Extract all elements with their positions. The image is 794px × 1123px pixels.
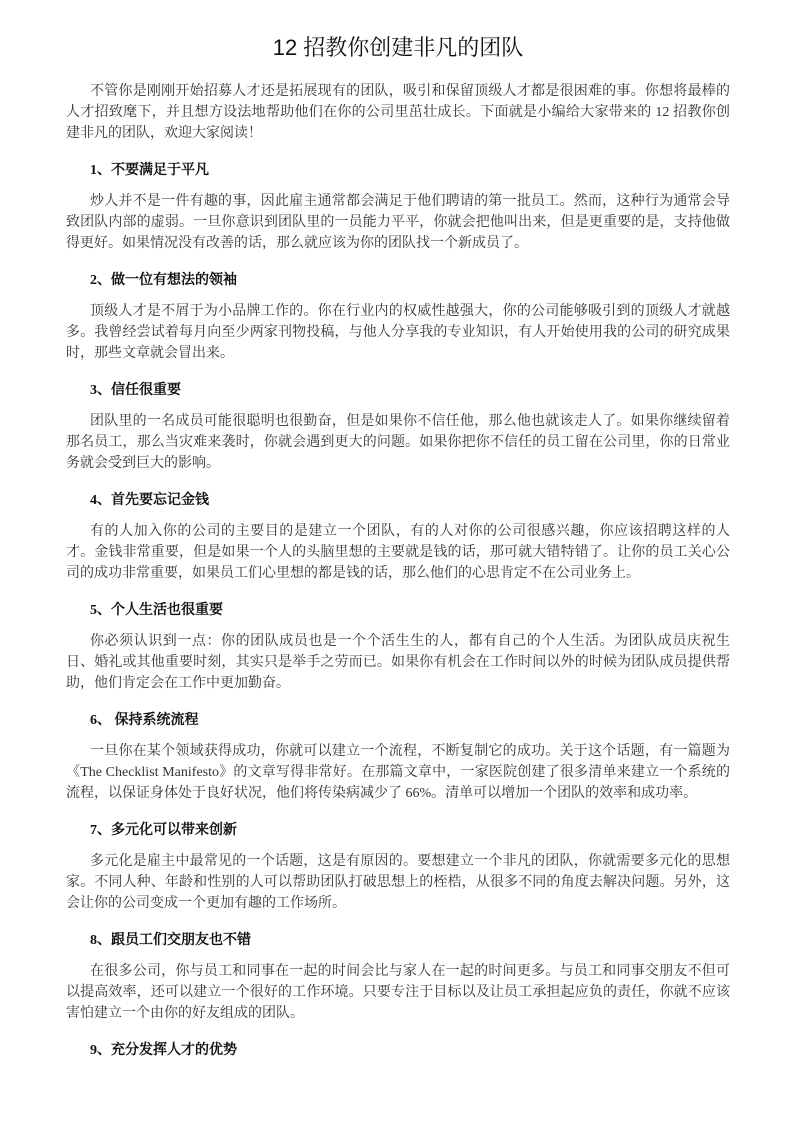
section-1 xyxy=(66,160,730,254)
section-5 xyxy=(66,600,730,694)
section-3-heading: 3、信任很重要 xyxy=(90,383,181,398)
intro-paragraph: 不管你是刚刚开始招募人才还是拓展现有的团队，吸引和保留顶级人才都是很困难的事。你想将最棒的人才招致麾下，并且想方设法地帮助他们在你的公司里茁壮成长。下面就是小编给大家带来的 12 招教你创建非凡的团队，欢迎大家阅读！ xyxy=(66,84,730,141)
section-8 xyxy=(66,930,730,1024)
section-7 xyxy=(66,820,730,914)
section-6 xyxy=(66,710,730,804)
section-1-body: 炒人并不是一件有趣的事，因此雇主通常都会满足于他们聘请的第一批员工。然而，这种行为通常会导致团队内部的虚弱。一旦你意识到团队里的一员能力平平，你就会把他叫出来，但是更重要的是，支持他做得更好。如果情况没有改善的话，那么就应该为你的团队找一个新成员了。 xyxy=(66,194,730,251)
section-9 xyxy=(66,1040,730,1061)
section-9-heading: 9、充分发挥人才的优势 xyxy=(90,1043,237,1058)
section-2-body: 顶级人才是不屑于为小品牌工作的。你在行业内的权威性越强大，你的公司能够吸引到的顶级人才就越多。我曾经尝试着每月向至少两家刊物投稿，与他人分享我的专业知识，有人开始使用我的公司的研究成果时，那些文章就会冒出来。 xyxy=(66,304,730,361)
section-8-body: 在很多公司，你与员工和同事在一起的时间会比与家人在一起的时间更多。与员工和同事交朋友不但可以提高效率，还可以建立一个很好的工作环境。只要专注于目标以及让员工承担起应负的责任，你就不应该害怕建立一个由你的好友组成的团队。 xyxy=(66,964,730,1021)
section-2 xyxy=(66,270,730,364)
section-2-heading: 2、做一位有想法的领袖 xyxy=(90,273,237,288)
section-5-heading: 5、个人生活也很重要 xyxy=(90,603,223,618)
section-3-body: 团队里的一名成员可能很聪明也很勤奋，但是如果你不信任他，那么他也就该走人了。如果你继续留着那名员工，那么当灾难来袭时，你就会遇到更大的问题。如果你把你不信任的员工留在公司里，你的日常业务就会受到巨大的影响。 xyxy=(66,414,730,471)
section-5-body: 你必须认识到一点：你的团队成员也是一个个活生生的人，都有自己的个人生活。为团队成员庆祝生日、婚礼或其他重要时刻，其实只是举手之劳而已。如果你有机会在工作时间以外的时候为团队成员提供帮助，他们肯定会在工作中更加勤奋。 xyxy=(66,634,730,691)
section-7-body: 多元化是雇主中最常见的一个话题，这是有原因的。要想建立一个非凡的团队，你就需要多元化的思想家。不同人种、年龄和性别的人可以帮助团队打破思想上的桎梏，从很多不同的角度去解决问题。另外，这会让你的公司变成一个更加有趣的工作场所。 xyxy=(66,854,730,911)
section-4 xyxy=(66,490,730,584)
section-7-heading: 7、多元化可以带来创新 xyxy=(90,823,237,838)
section-8-heading: 8、跟员工们交朋友也不错 xyxy=(90,933,251,948)
section-6-heading: 6、 保持系统流程 xyxy=(90,713,199,728)
section-6-body: 一旦你在某个领域获得成功，你就可以建立一个流程，不断复制它的成功。关于这个话题，有一篇题为《The Checklist Manifesto》的文章写得非常好。在那篇文章中，一家医院创建了很多清单来建立一个系统的流程，以保证身体处于良好状况，他们将传染病减少了 66%。清单可以增加一个团队的效率和成功率。 xyxy=(66,744,730,801)
section-4-body: 有的人加入你的公司的主要目的是建立一个团队，有的人对你的公司很感兴趣，你应该招聘这样的人才。金钱非常重要，但是如果一个人的头脑里想的主要就是钱的话，那可就大错特错了。让你的员工关心公司的成功非常重要，如果员工们心里想的都是钱的话，那么他们的心思肯定不在公司业务上。 xyxy=(66,524,730,581)
page-title: 12 招教你创建非凡的团队 xyxy=(272,35,524,60)
section-4-heading: 4、首先要忘记金钱 xyxy=(90,493,209,508)
section-3 xyxy=(66,380,730,474)
section-1-heading: 1、不要满足于平凡 xyxy=(90,163,209,178)
